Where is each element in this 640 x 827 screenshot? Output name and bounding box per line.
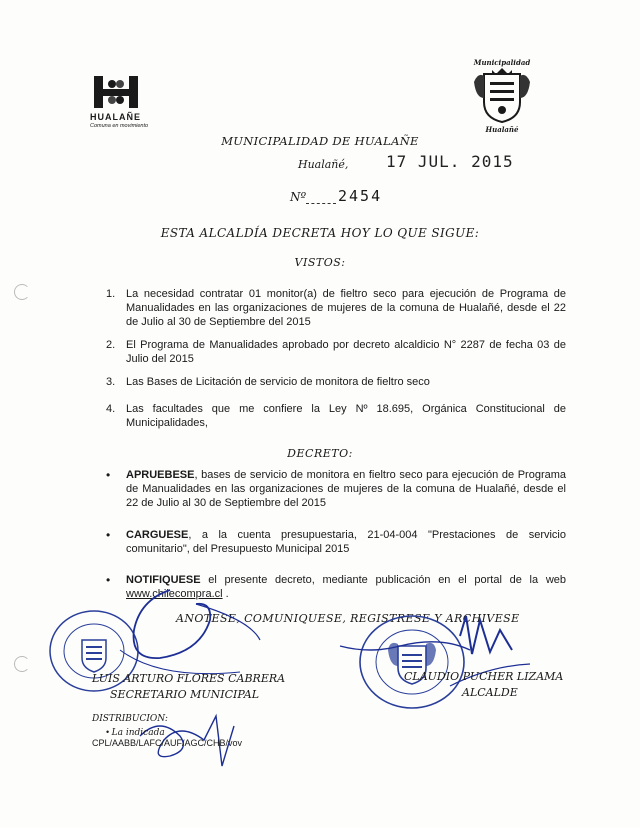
secretary-title: SECRETARIO MUNICIPAL (110, 688, 260, 701)
vistos-item (106, 375, 566, 389)
mayor-name: CLAUDIO PUCHER LIZAMA (404, 670, 564, 683)
date-stamp: 17 JUL. 2015 (386, 152, 514, 171)
item-keyword: NOTIFIQUESE (126, 574, 201, 586)
distribution-label: DISTRIBUCION: (92, 714, 168, 724)
secretary-name: LUIS ARTURO FLORES CABRERA (92, 672, 286, 685)
crest-top-text: Municipalidad (473, 58, 531, 67)
item-number: 3. (106, 376, 116, 388)
bullet: • (106, 528, 111, 542)
item-number: 2. (106, 339, 116, 351)
hole-punch-mark (14, 284, 30, 300)
decreto-item (106, 528, 566, 556)
decree-number-label: Nº (290, 190, 307, 204)
item-number: 1. (106, 288, 116, 300)
crest-bottom-text: Hualañé (485, 125, 519, 134)
item-body: , bases de servicio de monitora en fieltro seco para ejecución de Programa de Manualidades en las organizaciones de mujeres de la comuna de Hualañé, desde el 22 de Julio al 30 de Septiembre del 2015 (126, 469, 566, 509)
item-text: Las Bases de Licitación de servicio de monitora de fieltro seco (126, 376, 430, 388)
item-body: el presente decreto, mediante publicación en el portal de la web (200, 574, 566, 586)
decree-number: 2454 (338, 187, 383, 205)
item-number: 4. (106, 403, 116, 415)
logo-tagline: Comuna en movimiento (90, 123, 149, 129)
item-tail: . (222, 588, 229, 600)
vistos-heading: VISTOS: (294, 256, 346, 269)
item-text: La necesidad contratar 01 monitor(a) de fieltro seco para ejecución de Programa de Manualidades en las organizaciones de mujeres de la comuna de Hualañé, desde el 22 de Julio al 30 de Septiembre del 2015 (126, 288, 566, 328)
hualane-logo (90, 74, 160, 134)
closing-formula: ANOTESE, COMUNIQUESE, REGISTRESE Y ARCHIVESE (176, 612, 520, 625)
logo-name: HUALAÑE (90, 112, 141, 122)
number-underline (306, 203, 336, 204)
decreto-heading: DECRETO: (287, 447, 353, 460)
decreto-item (106, 468, 566, 510)
decree-intro: ESTA ALCALDÍA DECRETA HOY LO QUE SIGUE: (160, 226, 480, 240)
distribution-item: • La indicada (106, 727, 165, 738)
place-text: Hualañé, (298, 158, 349, 171)
municipality-title: MUNICIPALIDAD DE HUALAÑE (221, 134, 419, 148)
item-keyword: CARGUESE (126, 529, 189, 541)
vistos-item (106, 338, 566, 366)
item-text: Las facultades que me confiere la Ley Nº 18.695, Orgánica Constitucional de Municipalidades, (126, 403, 566, 429)
hualane-logo-icon (92, 74, 140, 110)
distribution-item-text: La indicada (111, 728, 165, 738)
coat-of-arms-icon (470, 68, 534, 124)
item-text (126, 468, 566, 510)
bullet: • (106, 468, 111, 482)
item-text: El Programa de Manualidades aprobado por decreto alcaldicio N° 2287 de fecha 03 de Julio del 2015 (126, 339, 566, 365)
item-body: , a la cuenta presupuestaria, 21-04-004 "Prestaciones de servicio comunitario", del Presupuesto Municipal 2015 (126, 529, 566, 555)
municipal-crest (470, 58, 534, 136)
distribution-initials: CPL/AABB/LAFC/AUF/AGC/CHB/vov (92, 738, 243, 748)
vistos-item (106, 287, 566, 329)
item-keyword: APRUEBESE (126, 469, 195, 481)
hole-punch-mark (14, 656, 30, 672)
vistos-item (106, 402, 566, 430)
chilecompra-link[interactable]: www.chilecompra.cl (126, 588, 223, 600)
item-text (126, 528, 566, 556)
mayor-title: ALCALDE (462, 686, 518, 699)
bullet: • (106, 573, 111, 587)
